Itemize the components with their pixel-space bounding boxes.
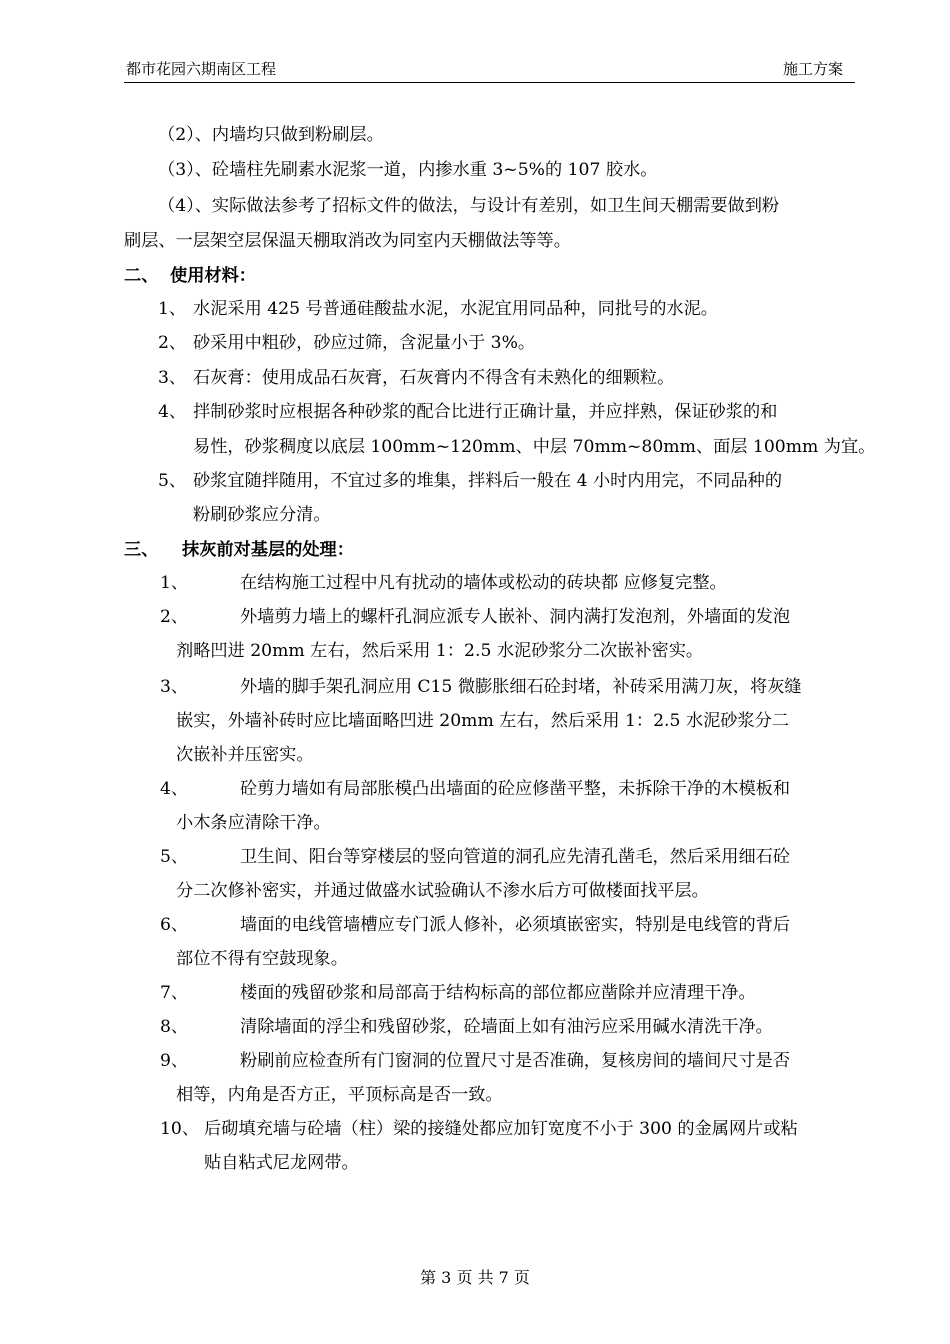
section-3-item-6-line-2: 部位不得有空鼓现象。 bbox=[176, 949, 348, 969]
header-doc-type: 施工方案 bbox=[782, 60, 843, 78]
section-2-item-5-line-1: 砂浆宜随拌随用，不宜过多的堆集，拌料后一般在 4 小时内用完，不同品种的 bbox=[193, 471, 783, 491]
section-3-item-4-line-1: 砼剪力墙如有局部胀模凸出墙面的砼应修凿平整，未拆除干净的木模板和 bbox=[240, 779, 791, 799]
header-project-name: 都市花园六期南区工程 bbox=[126, 60, 277, 78]
section-3-item-8-text: 清除墙面的浮尘和残留砂浆，砼墙面上如有油污应采用碱水清洗干净。 bbox=[240, 1017, 773, 1037]
section-3-item-5-line-2: 分二次修补密实，并通过做盛水试验确认不渗水后方可做楼面找平层。 bbox=[176, 881, 709, 901]
section-3-item-10-line-2: 贴自粘式尼龙网带。 bbox=[204, 1153, 359, 1173]
section-3-item-7-text: 楼面的残留砂浆和局部高于结构标高的部位都应凿除并应清理干净。 bbox=[240, 983, 756, 1003]
section-2-item-3-number: 3、 bbox=[158, 368, 187, 388]
intro-paragraph-4-line-1: （4）、实际做法参考了招标文件的做法，与设计有差别，如卫生间天棚需要做到粉 bbox=[158, 196, 780, 216]
section-2-item-4-line-1: 拌制砂浆时应根据各种砂浆的配合比进行正确计量，并应拌熟，保证砂浆的和 bbox=[193, 402, 778, 422]
section-3-item-7-number: 7、 bbox=[160, 983, 189, 1003]
section-3-item-9-line-1: 粉刷前应检查所有门窗洞的位置尺寸是否准确，复核房间的墙间尺寸是否 bbox=[240, 1051, 791, 1071]
section-3-item-9-line-2: 相等，内角是否方正，平顶标高是否一致。 bbox=[176, 1085, 503, 1105]
section-2-item-2-text: 砂采用中粗砂，砂应过筛，含泥量小于 3%。 bbox=[193, 333, 536, 353]
section-2-item-4-line-2: 易性，砂浆稠度以底层 100mm~120mm、中层 70mm~80mm、面层 100mm 为宜。 bbox=[193, 437, 876, 457]
page-number: 第 3 页 共 7 页 bbox=[420, 1268, 530, 1287]
section-2-item-3-text: 石灰膏：使用成品石灰膏，石灰膏内不得含有未熟化的细颗粒。 bbox=[193, 368, 675, 388]
section-3-item-2-number: 2、 bbox=[160, 607, 189, 627]
section-3-heading: 抹灰前对基层的处理： bbox=[182, 540, 354, 560]
section-2-item-1-number: 1、 bbox=[158, 299, 187, 319]
page-header bbox=[124, 56, 855, 83]
section-3-item-3-line-1: 外墙的脚手架孔洞应用 C15 微膨胀细石砼封堵，补砖采用满刀灰，将灰缝 bbox=[240, 677, 802, 697]
section-3-item-1-text: 在结构施工过程中凡有扰动的墙体或松动的砖块都 应修复完整。 bbox=[240, 573, 727, 593]
page-footer bbox=[0, 1267, 950, 1289]
section-3-item-8-number: 8、 bbox=[160, 1017, 189, 1037]
section-3-item-10-number: 10、 bbox=[160, 1119, 200, 1139]
intro-paragraph-4-line-2: 刷层、一层架空层保温天棚取消改为同室内天棚做法等等。 bbox=[124, 231, 571, 251]
section-3-item-5-line-1: 卫生间、阳台等穿楼层的竖向管道的洞孔应先清孔凿毛，然后采用细石砼 bbox=[240, 847, 791, 867]
section-2-number: 二、 bbox=[124, 266, 159, 286]
section-3-item-9-number: 9、 bbox=[160, 1051, 189, 1071]
section-3-item-5-number: 5、 bbox=[160, 847, 189, 867]
section-3-number: 三、 bbox=[124, 540, 159, 560]
section-2-item-5-number: 5、 bbox=[158, 471, 187, 491]
section-3-item-10-line-1: 后砌填充墙与砼墙（柱）梁的接缝处都应加钉宽度不小于 300 的金属网片或粘 bbox=[204, 1119, 798, 1139]
section-3-item-4-line-2: 小木条应清除干净。 bbox=[176, 813, 331, 833]
section-2-item-2-number: 2、 bbox=[158, 333, 187, 353]
section-3-item-6-number: 6、 bbox=[160, 915, 189, 935]
section-2-item-1-text: 水泥采用 425 号普通硅酸盐水泥，水泥宜用同品种，同批号的水泥。 bbox=[193, 299, 718, 319]
section-3-item-2-line-2: 剂略凹进 20mm 左右，然后采用 1：2.5 水泥砂浆分二次嵌补密实。 bbox=[176, 641, 704, 661]
section-3-item-3-number: 3、 bbox=[160, 677, 189, 697]
section-3-item-6-line-1: 墙面的电线管墙槽应专门派人修补，必须填嵌密实，特别是电线管的背后 bbox=[240, 915, 791, 935]
section-3-item-1-number: 1、 bbox=[160, 573, 189, 593]
section-3-item-4-number: 4、 bbox=[160, 779, 189, 799]
section-3-item-3-line-3: 次嵌补并压密实。 bbox=[176, 745, 314, 765]
section-3-item-3-line-2: 嵌实，外墙补砖时应比墙面略凹进 20mm 左右，然后采用 1：2.5 水泥砂浆分二 bbox=[176, 711, 790, 731]
section-3-item-2-line-1: 外墙剪力墙上的螺杆孔洞应派专人嵌补、洞内满打发泡剂，外墙面的发泡 bbox=[240, 607, 791, 627]
section-2-item-5-line-2: 粉刷砂浆应分清。 bbox=[193, 505, 331, 525]
section-2-item-4-number: 4、 bbox=[158, 402, 187, 422]
intro-paragraph-3: （3）、砼墙柱先刷素水泥浆一道，内掺水重 3~5%的 107 胶水。 bbox=[158, 160, 658, 180]
intro-paragraph-2: （2）、内墙均只做到粉刷层。 bbox=[158, 125, 384, 145]
section-2-heading: 使用材料： bbox=[170, 266, 256, 286]
